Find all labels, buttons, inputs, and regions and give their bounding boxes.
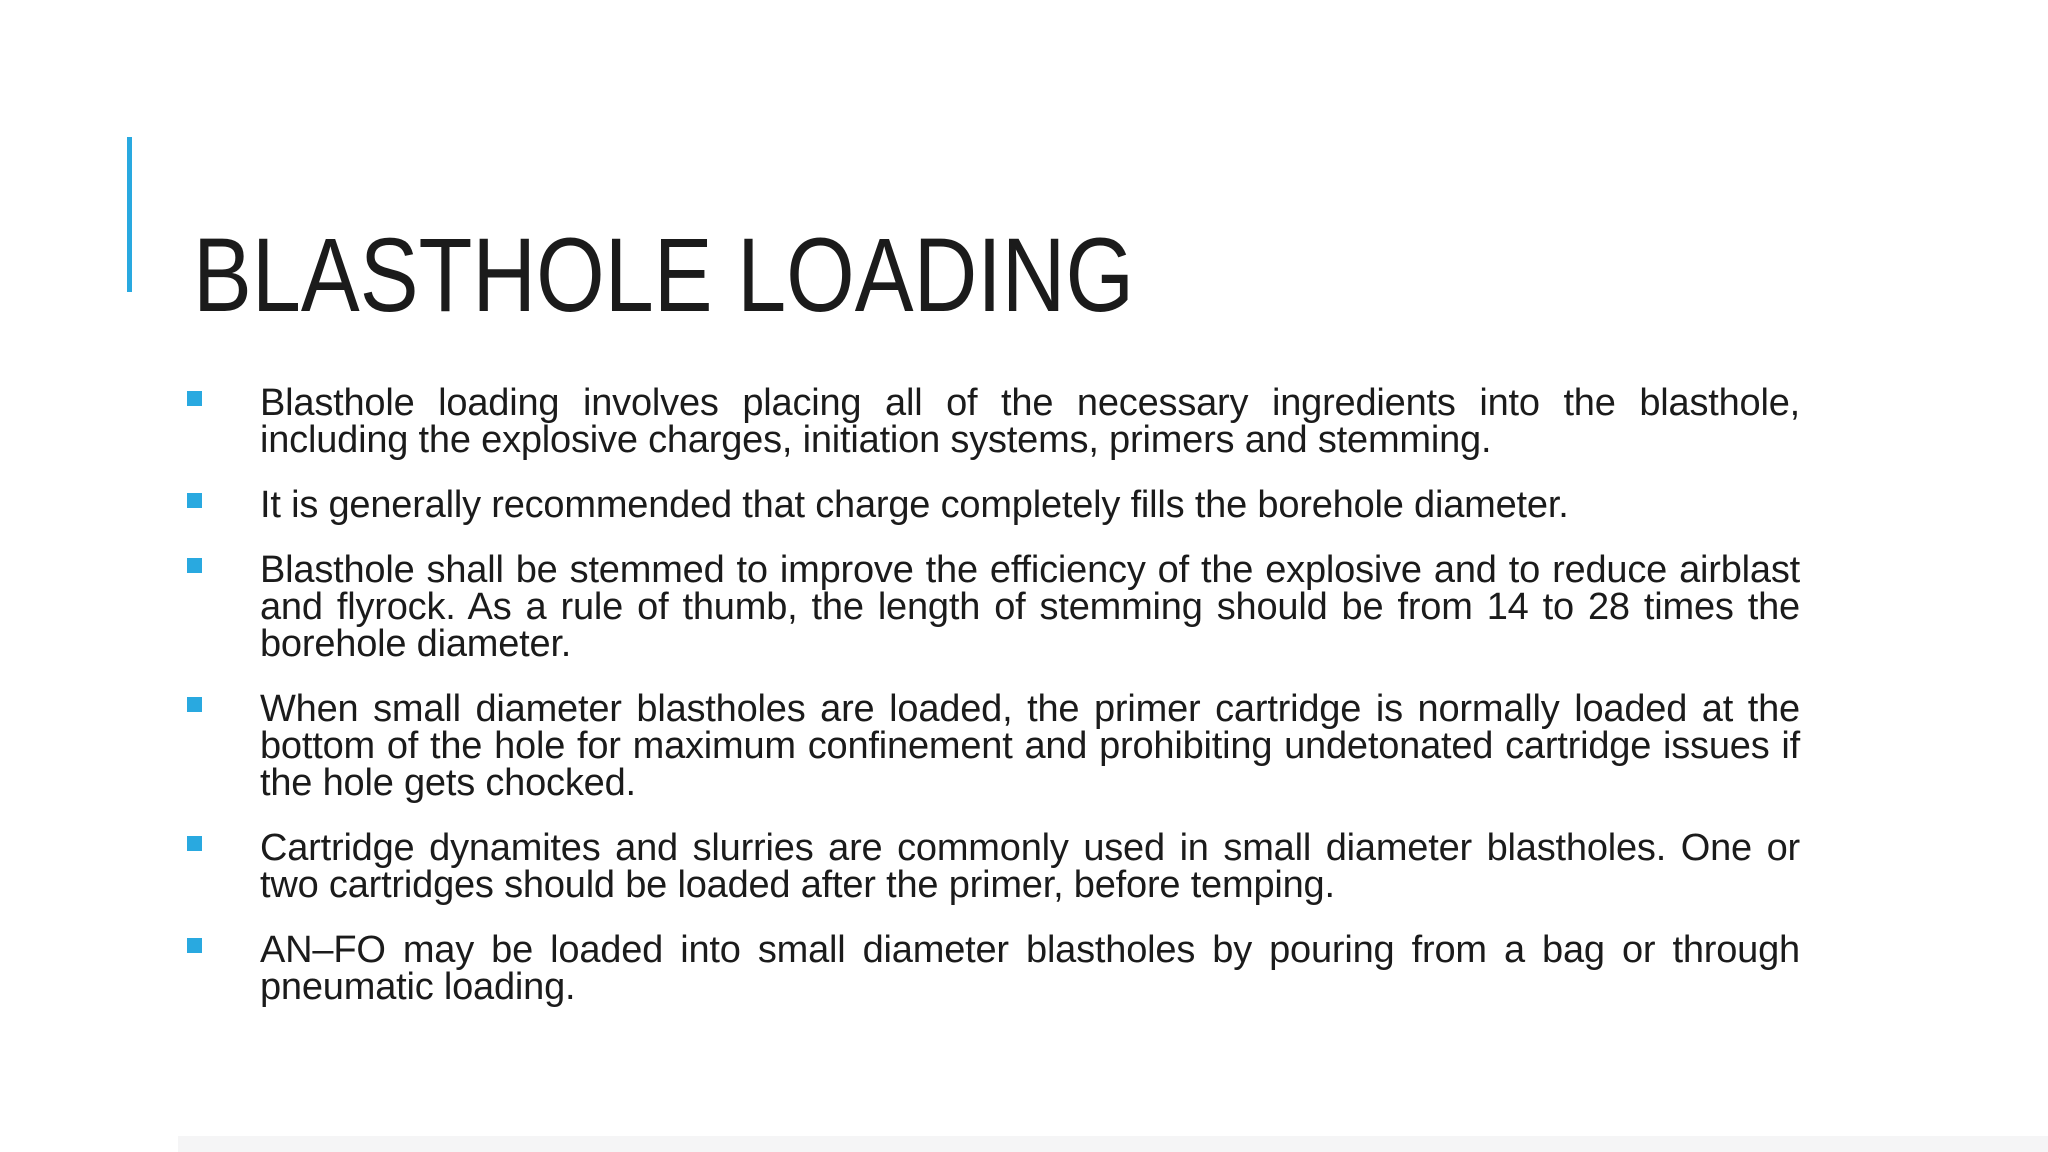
list-item (185, 484, 1800, 526)
bullet-text: AN–FO may be loaded into small diameter blastholes by pouring from a bag or through pneumatic loading. (260, 929, 1800, 1008)
bullet-text: Blasthole loading involves placing all of the necessary ingredients into the blasthole, including the explosive charges, initiation systems, primers and stemming. (260, 382, 1800, 461)
title-accent-bar (127, 137, 132, 292)
bullet-text: When small diameter blastholes are loaded, the primer cartridge is normally loaded at the bottom of the hole for maximum confinement and prohibiting undetonated cartridge issues if the hole gets chocked. (260, 688, 1800, 804)
bullet-list (185, 382, 1800, 1034)
slide-title: BLASTHOLE LOADING (193, 217, 1135, 335)
list-item (185, 827, 1800, 906)
bullet-text: It is generally recommended that charge completely fills the borehole diameter. (260, 484, 1569, 526)
bottom-strip (178, 1136, 2048, 1152)
bullet-text: Blasthole shall be stemmed to improve the efficiency of the explosive and to reduce airblast and flyrock. As a rule of thumb, the length of stemming should be from 14 to 28 times the borehole diameter. (260, 549, 1800, 665)
list-item (185, 382, 1800, 461)
list-item (185, 549, 1800, 665)
bullet-square-icon (187, 558, 202, 573)
bullet-text: Cartridge dynamites and slurries are commonly used in small diameter blastholes. One or two cartridges should be loaded after the primer, before temping. (260, 827, 1800, 906)
bullet-square-icon (187, 938, 202, 953)
bullet-square-icon (187, 697, 202, 712)
bullet-square-icon (187, 391, 202, 406)
list-item (185, 688, 1800, 804)
bullet-square-icon (187, 836, 202, 851)
list-item (185, 929, 1800, 1008)
bullet-square-icon (187, 493, 202, 508)
